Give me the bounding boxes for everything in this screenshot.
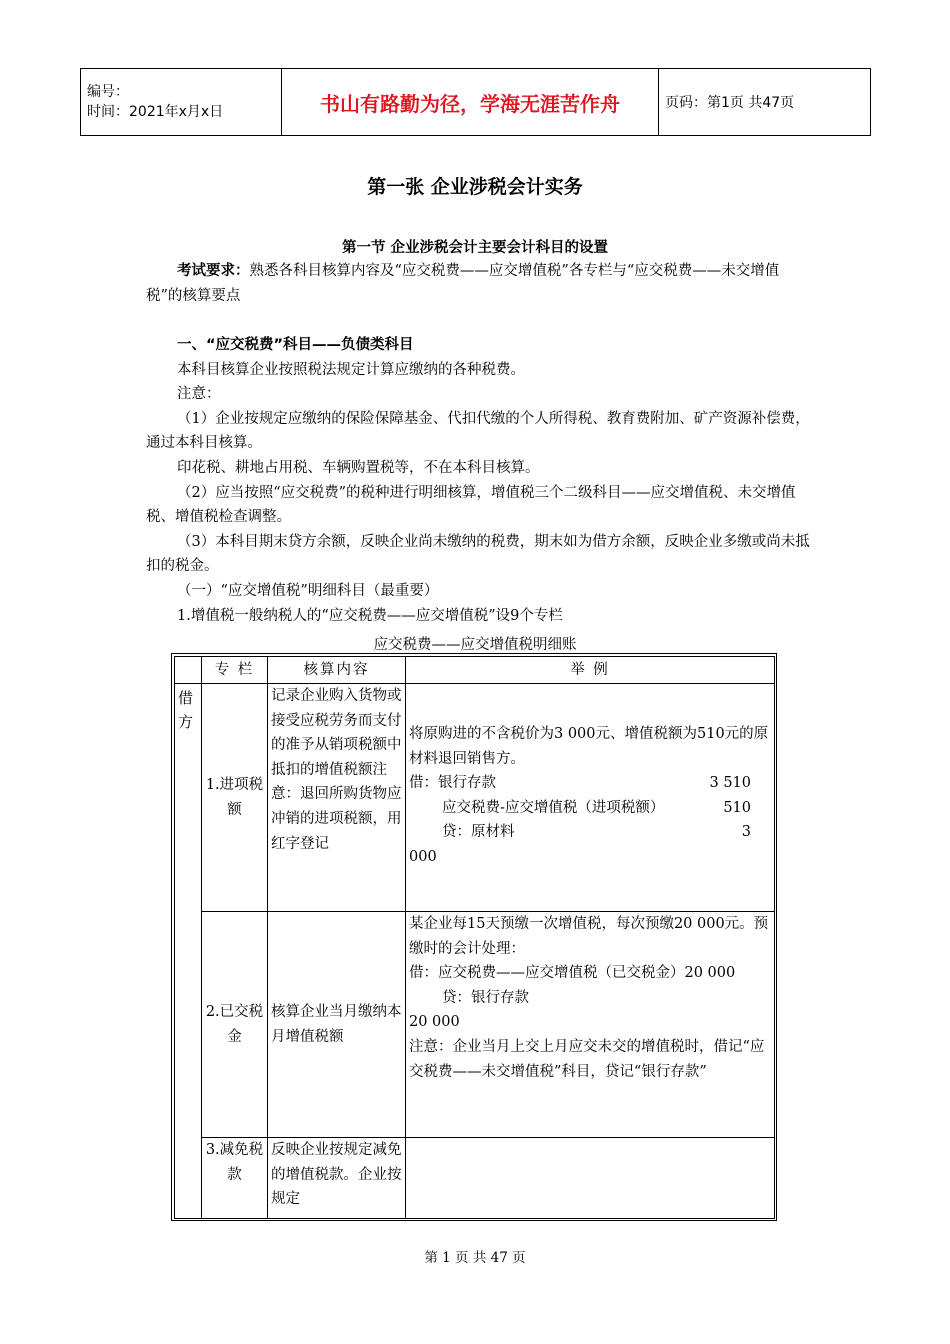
journal-entry: 借：应交税费——应交增值税（已交税金）20 000 [409,965,736,982]
example-cell [406,684,775,912]
paragraph: （一）“应交增值税”明细科目（最重要） [177,582,439,599]
journal-entry [409,771,771,796]
paragraph: 注意： [177,386,221,403]
table-header-cell: 专 栏 [202,657,268,684]
content-cell: 核算企业当月缴纳本月增值税额 [268,912,406,1138]
requirement-label: 考试要求： [177,263,250,279]
entry-label: 贷：原材料 [442,824,515,841]
entry-label: 借：银行存款 [409,775,496,792]
header-meta [81,69,282,136]
paragraph: 本科目核算企业按照税法规定计算应缴纳的各种税费。 [177,361,525,378]
table-caption: 应交税费——应交增值税明细账 [373,637,577,653]
entry-amount-tail: 000 [409,848,437,865]
column-name: 2.已交税金 [202,912,268,1138]
paragraph: 印花税、耕地占用税、车辆购置税等，不在本科目核算。 [177,459,540,476]
table-row [175,684,775,912]
number-label: 编号： [87,84,129,100]
ledger-table [174,656,775,1219]
entry-amount: 3 510 [709,775,751,792]
example-intro: 某企业每15天预缴一次增值税，每次预缴20 000元。预缴时的会计处理： [409,916,769,957]
table-row [175,1138,775,1219]
entry-amount: 3 [741,824,751,841]
example-cell [406,912,775,1138]
example-intro: 将原购进的不含税价为3 000元、增值税额为510元的原材料退回销售方。 [409,726,769,767]
paragraph: （3）本科目期末贷方余额，反映企业尚未缴纳的税费，期末如为借方余额，反映企业多缴或尚未抵扣的税金。 [146,533,810,575]
heading-1: 一、“应交税费”科目——负债类科目 [177,337,414,353]
side-label: 借方 [175,684,202,1219]
table-header-cell: 举 例 [406,657,775,684]
entry-label: 应交税费-应交增值税（进项税额） [442,799,665,816]
chapter-title: 第一张 企业涉税会计实务 [367,176,583,198]
page-footer: 第 1 页 共 47 页 [424,1250,526,1266]
example-cell [406,1138,775,1219]
column-name: 3.减免税款 [202,1138,268,1219]
column-name: 1.进项税额 [202,684,268,912]
journal-entry [409,820,771,845]
header-page-info: 页码：第1页 共47页 [659,69,871,136]
entry-amount: 20 000 [409,1014,460,1031]
journal-entry [409,796,771,821]
requirement-block [146,259,810,308]
content-cell: 反映企业按规定减免的增值税款。企业按规定 [268,1138,406,1219]
table-header-cell: 核算内容 [268,657,406,684]
body-text [146,333,810,628]
requirement-text: 熟悉各科目核算内容及“应交税费——应交增值税”各专栏与“应交税费——未交增值税”的核算要点 [146,263,780,304]
entry-amount: 510 [723,799,751,816]
table-row [175,912,775,1138]
table-header-row [175,657,775,684]
paragraph: （2）应当按照“应交税费”的税种进行明细核算，增值税三个二级科目——应交增值税、未交增值税、增值税检查调整。 [146,484,796,526]
table-header-cell [175,657,202,684]
time-label: 时间：2021年x月x日 [87,104,224,120]
content-cell: 记录企业购入货物或接受应税劳务而支付的准予从销项税额中抵扣的增值税额注意：退回所购货物应冲销的进项税额，用红字登记 [268,684,406,912]
journal-entry: 贷：银行存款 [442,989,529,1006]
header-motto: 书山有路勤为径，学海无涯苦作舟 [282,69,659,136]
section-title: 第一节 企业涉税会计主要会计科目的设置 [341,240,609,256]
paragraph: 1.增值税一般纳税人的“应交税费——应交增值税”设9个专栏 [177,607,563,624]
paragraph: （1）企业按规定应缴纳的保险保障基金、代扣代缴的个人所得税、教育费附加、矿产资源补偿费，通过本科目核算。 [146,410,810,452]
header-table [80,68,871,136]
example-note: 注意：企业当月上交上月应交未交的增值税时，借记“应交税费——未交增值税”科目，贷记“银行存款” [409,1038,765,1080]
